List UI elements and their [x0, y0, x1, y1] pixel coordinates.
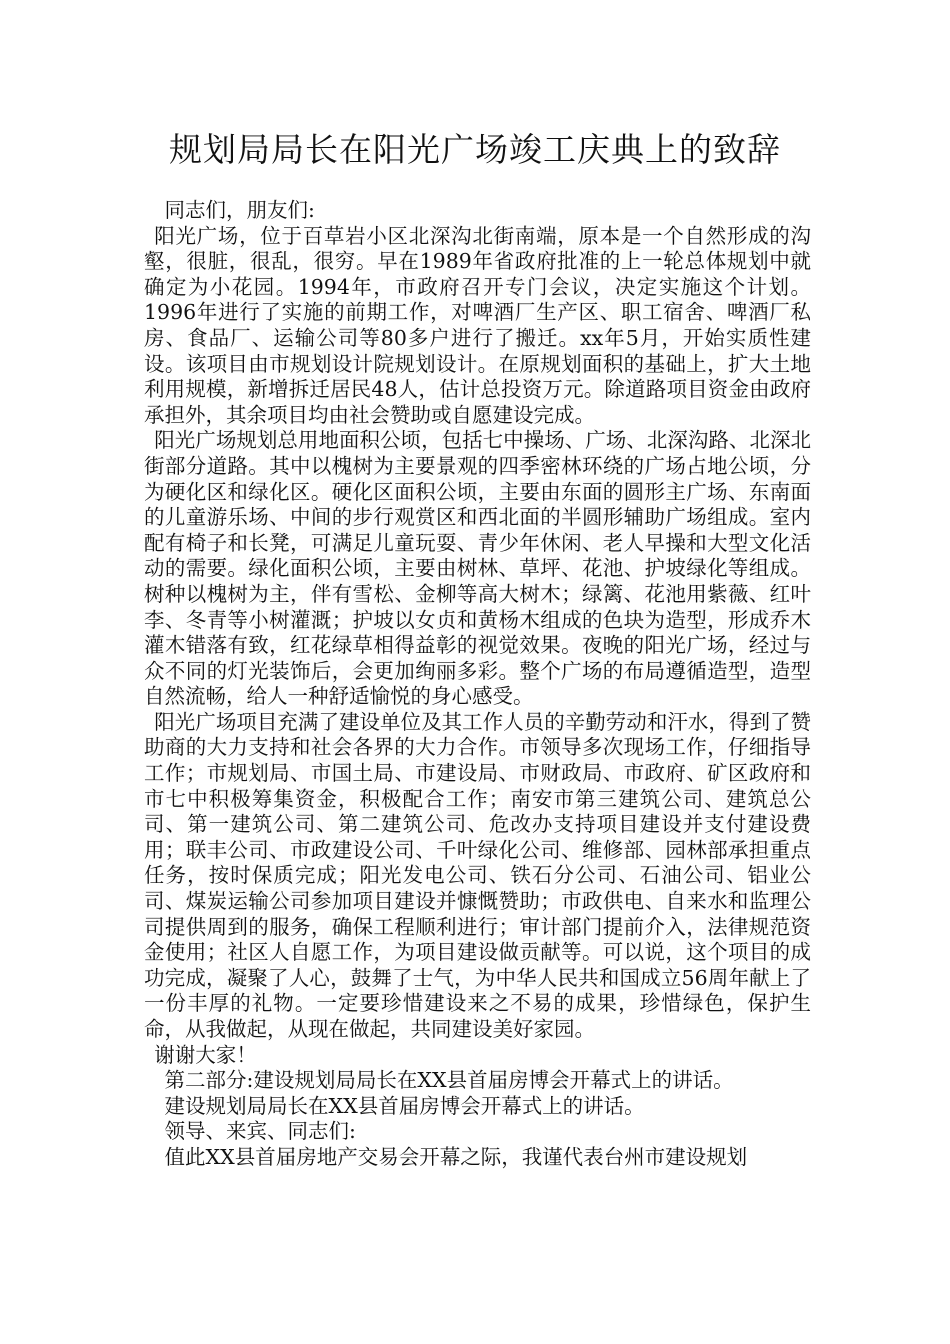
paragraph-location-history: 阳光广场，位于百草岩小区北深沟北街南端，原本是一个自然形成的沟壑，很脏，很乱，很穷。早在1989年省政府批准的上一轮总体规划中就确定为小花园。1994年，市政府召开专门会议，决定实施这个计划。1996年进行了实施的前期工作，对啤酒厂生产区、职工宿舍、啤酒厂私房、食品厂、运输公司等80多户进行了搬迁。xx年5月，开始实质性建设。该项目由市规划设计院规划设计。在原规划面积的基础上，扩大土地利用规模，新增拆迁居民48人，估计总投资万元。除道路项目资金由政府承担外，其余项目均由社会赞助或自愿建设完成。: [144, 223, 811, 427]
part-two-opening: 值此XX县首届房地产交易会开幕之际，我谨代表台州市建设规划: [164, 1144, 748, 1169]
salutation: 同志们，朋友们:: [164, 198, 315, 222]
part-two-salutation: 领导、来宾、同志们:: [164, 1119, 356, 1144]
document-title: 规划局局长在阳光广场竣工庆典上的致辞: [169, 130, 781, 169]
paragraph-acknowledgements: 阳光广场项目充满了建设单位及其工作人员的辛勤劳动和汗水，得到了赞助商的大力支持和社会各界的大力合作。市领导多次现场工作，仔细指导工作；市规划局、市国土局、市建设局、市财政局、市政府、矿区政府和市七中积极筹集资金，积极配合工作；南安市第三建筑公司、建筑总公司、第一建筑公司、第二建筑公司、危改办支持项目建设并支付建设费用；联丰公司、市政建设公司、千叶绿化公司、维修部、园林部承担重点任务，按时保质完成；阳光发电公司、铁石分公司、石油公司、铝业公司、煤炭运输公司参加项目建设并慷慨赞助；市政供电、自来水和监理公司提供周到的服务，确保工程顺利进行；审计部门提前介入，法律规范资金使用；社区人自愿工作，为项目建设做贡献等。可以说，这个项目的成功完成，凝聚了人心，鼓舞了士气，为中华人民共和国成立56周年献上了一份丰厚的礼物。一定要珍惜建设来之不易的成果，珍惜绿色，保护生命，从我做起，从现在做起，共同建设美好家园。: [144, 709, 811, 1041]
part-two-subtitle: 建设规划局局长在XX县首届房博会开幕式上的讲话。: [164, 1093, 645, 1118]
closing-thanks: 谢谢大家！: [154, 1042, 257, 1067]
paragraph-plan-details: 阳光广场规划总用地面积公顷，包括七中操场、广场、北深沟路、北深北街部分道路。其中以槐树为主要景观的四季密林环绕的广场占地公顷，分为硬化区和绿化区。硬化区面积公顷，主要由东面的圆形主广场、东南面的儿童游乐场、中间的步行观赏区和西北面的半圆形辅助广场组成。室内配有椅子和长凳，可满足儿童玩耍、青少年休闲、老人早操和大型文化活动的需要。绿化面积公顷，主要由树林、草坪、花池、护坡绿化等组成。树种以槐树为主，伴有雪松、金柳等高大树木；绿篱、花池用紫薇、红叶李、冬青等小树灌溉；护坡以女贞和黄杨木组成的色块为造型，形成乔木灌木错落有致，红花绿草相得益彰的视觉效果。夜晚的阳光广场，经过与众不同的灯光装饰后，会更加绚丽多彩。整个广场的布局遵循造型，造型自然流畅，给人一种舒适愉悦的身心感受。: [144, 428, 811, 709]
document-body: [144, 198, 811, 1171]
part-two-heading: 第二部分:建设规划局局长在XX县首届房博会开幕式上的讲话。: [164, 1068, 734, 1093]
